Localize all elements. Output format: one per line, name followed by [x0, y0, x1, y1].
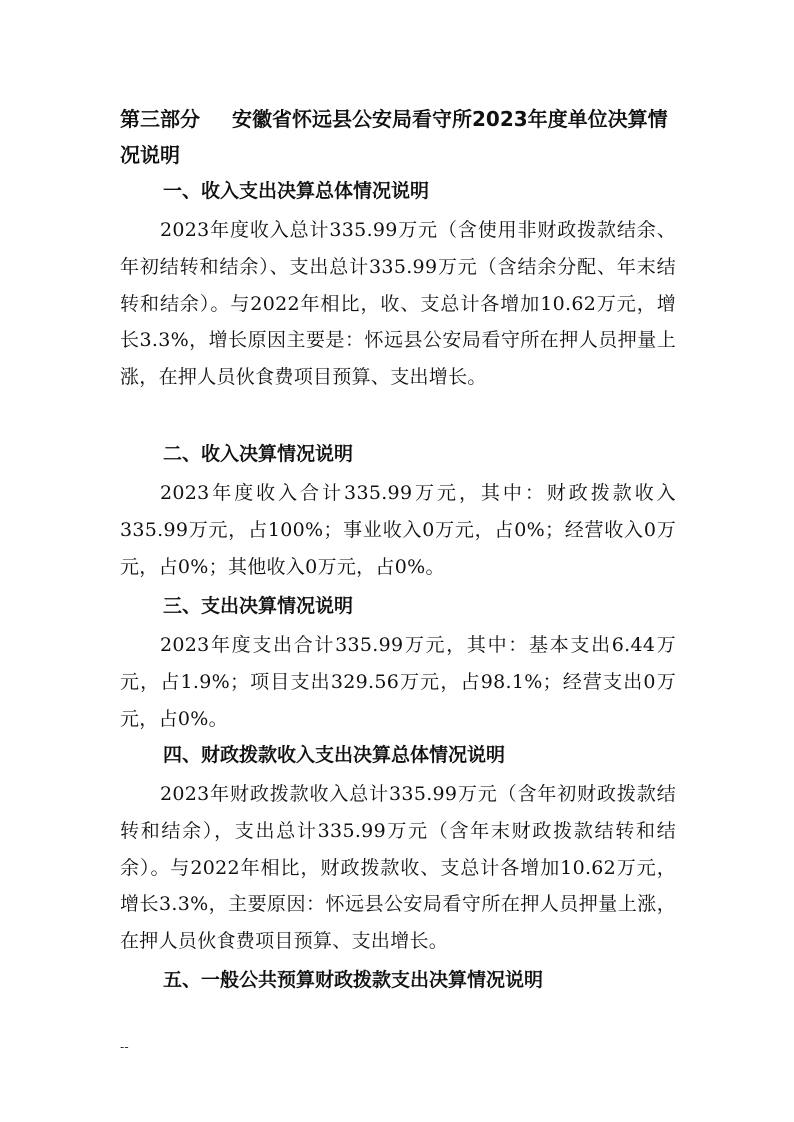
section-2-body: 2023年度收入合计335.99万元，其中：财政拨款收入335.99万元，占100%；事业收入0万元，占0%；经营收入0万元，占0%；其他收入0万元，占0%。	[120, 482, 676, 578]
page-footer: --	[120, 1040, 129, 1054]
title-part: 第三部分	[120, 107, 200, 131]
section-5-heading: 五、一般公共预算财政拨款支出决算情况说明	[163, 969, 544, 991]
page-title	[120, 101, 680, 173]
section-4-body: 2023年财政拨款收入总计335.99万元（含年初财政拨款结转和结余），支出总计335.99万元（含年末财政拨款结转和结余）。与2022年相比，财政拨款收、支总计各增加10.62万元，增长3.3%，主要原因：怀远县公安局看守所在押人员押量上涨，在押人员伙食费项目预算、支出增长。	[120, 783, 676, 953]
section-3-body: 2023年度支出合计335.99万元，其中：基本支出6.44万元，占1.9%；项目支出329.56万元，占98.1%；经营支出0万元，占0%。	[120, 634, 676, 730]
title-name: 安徽省怀远县公安局看守所2023年度单位决算情况说明	[120, 107, 668, 167]
section-3-heading: 三、支出决算情况说明	[163, 595, 354, 617]
section-1-heading: 一、收入支出决算总体情况说明	[163, 180, 430, 202]
section-2-heading: 二、收入决算情况说明	[163, 443, 354, 465]
section-1-body: 2023年度收入总计335.99万元（含使用非财政拨款结余、年初结转和结余）、支出总计335.99万元（含结余分配、年末结转和结余）。与2022年相比，收、支总计各增加10.62万元，增长3.3%，增长原因主要是：怀远县公安局看守所在押人员押量上涨，在押人员伙食费项目预算、支出增长。	[120, 219, 676, 389]
section-4-heading: 四、财政拨款收入支出决算总体情况说明	[163, 744, 506, 766]
